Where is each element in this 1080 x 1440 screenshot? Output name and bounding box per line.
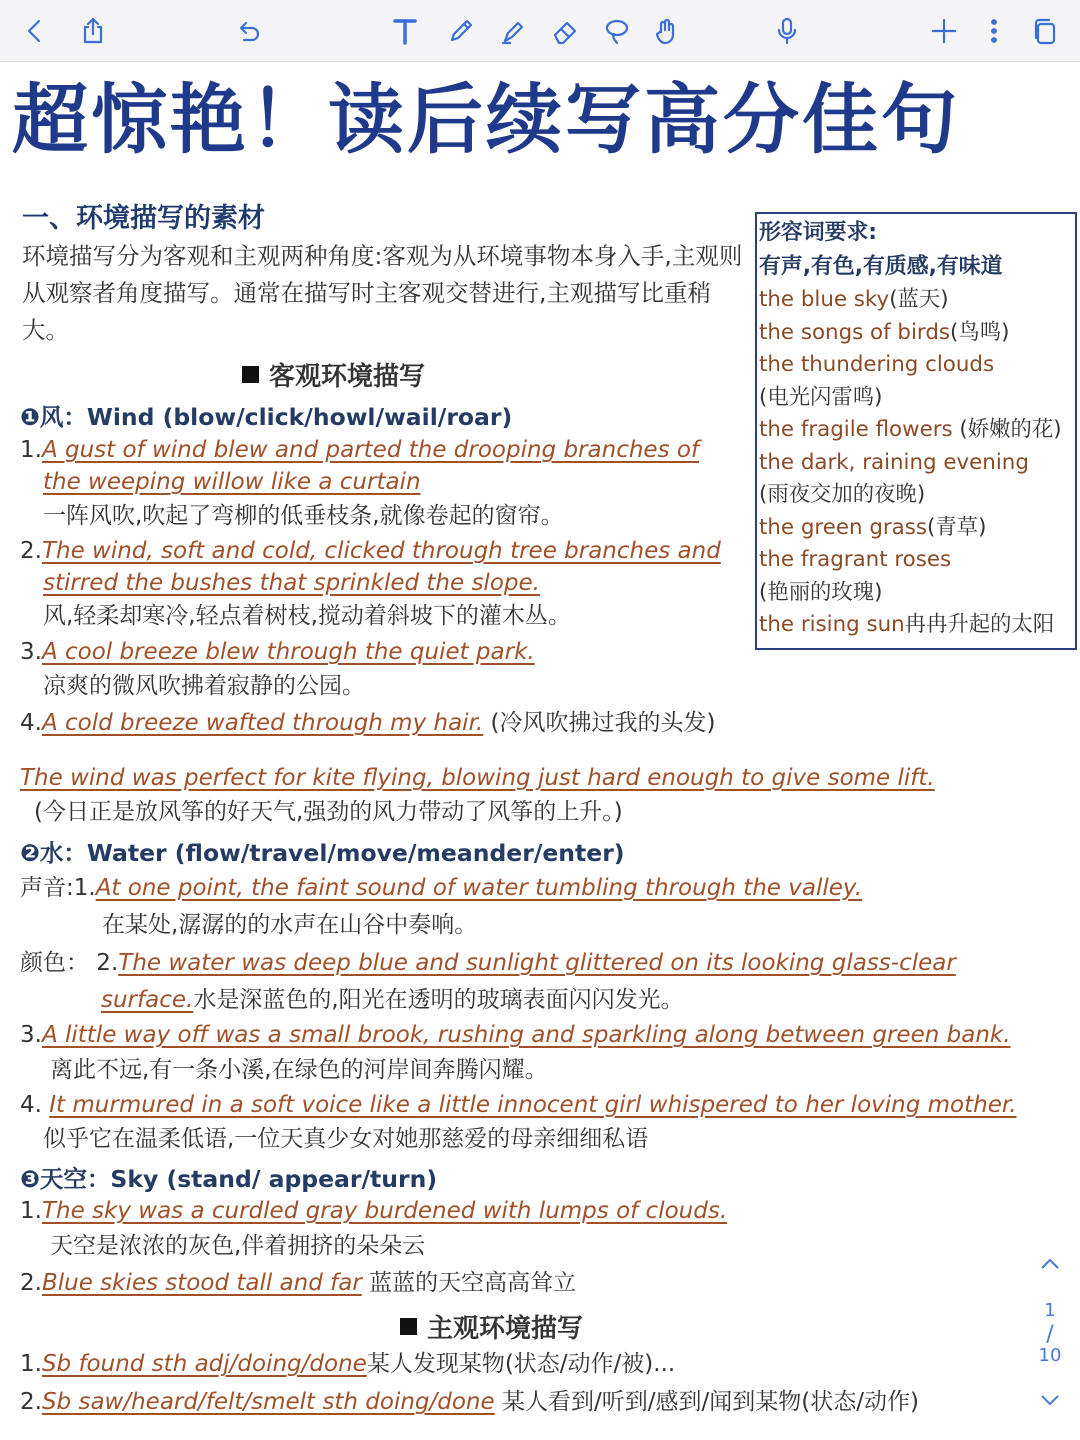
water-s2-line2 [101, 984, 684, 1016]
english-sentence: A gust of wind blew and parted the drooping branches of [41, 437, 700, 463]
box-heading: 形容词要求: [759, 220, 878, 245]
english-sentence: The sky was a curdled gray burdened with lumps of clouds. [41, 1198, 728, 1224]
water-s3-translation: 离此不远,有一条小溪,在绿色的河岸间奔腾闪耀。 [50, 1057, 548, 1083]
subjective-subheading [400, 1308, 583, 1345]
subjective-s2-line [20, 1386, 919, 1418]
chinese-translation: 蓝蓝的天空高高耸立 [361, 1270, 577, 1296]
pages-icon[interactable] [1026, 12, 1064, 50]
wind-heading: ❶风：Wind (blow/click/howl/wail/roar) [20, 403, 513, 431]
item-number: 2. [20, 1389, 42, 1415]
eraser-icon[interactable] [546, 12, 584, 50]
water-s4-line [20, 1089, 1017, 1121]
wind-s3-translation: 凉爽的微风吹拂着寂静的公园。 [43, 673, 365, 699]
english-sentence: the weeping willow like a curtain [43, 469, 421, 495]
wind-s5-translation: (今日正是放风筝的好天气,强劲的风力带动了风筝的上升。) [34, 799, 623, 825]
english-sentence: surface. [101, 987, 194, 1013]
english-sentence: Blue skies stood tall and far [41, 1270, 362, 1296]
section-intro: 环境描写分为客观和主观两种角度:客观为从环境事物本身入手,主观则从观察者角度描写。通常在描写时主客观交替进行,主观描写比重稍大。 [22, 242, 743, 344]
section-heading: 一、环境描写的素材 [22, 203, 265, 234]
chinese-translation: (冷风吹拂过我的头发) [483, 710, 716, 736]
item-number: 4. [20, 1092, 50, 1118]
back-icon[interactable] [16, 12, 54, 50]
english-sentence: The water was deep blue and sunlight glittered on its looking glass-clear [118, 950, 956, 976]
wind-s1-line2 [43, 466, 421, 498]
wind-s2-line1 [20, 535, 721, 567]
box-item: the thundering clouds [759, 352, 995, 377]
wind-s4-line [20, 707, 716, 739]
box-item: the fragrant roses [759, 547, 952, 572]
sky-s1-line [20, 1195, 727, 1227]
box-item: the songs of birds(鸟鸣) [759, 319, 1010, 345]
wind-s1-translation: 一阵风吹,吹起了弯柳的低垂枝条,就像卷起的窗帘。 [43, 503, 564, 529]
box-item: the blue sky(蓝天) [759, 287, 949, 312]
english-sentence: The wind, soft and cold, clicked through tree branches and [41, 538, 721, 564]
english-sentence: stirred the bushes that sprinkled the slope. [43, 570, 540, 596]
lasso-icon[interactable] [598, 12, 636, 50]
item-number: 1. [20, 1198, 42, 1224]
pen-icon[interactable] [442, 12, 480, 50]
page-indicator [1030, 1252, 1070, 1422]
square-bullet-icon [242, 366, 259, 383]
box-item: the rising sun冉冉升起的太阳 [759, 612, 1055, 637]
english-sentence: A cool breeze blew through the quiet park. [41, 639, 535, 665]
page-title: 超惊艳！读后续写高分佳句 [12, 75, 960, 164]
item-number: 2. [20, 538, 42, 564]
english-sentence: A little way off was a small brook, rushing and sparkling along between green bank. [41, 1022, 1011, 1048]
box-item: the dark, raining evening [759, 449, 1029, 475]
hand-icon[interactable] [648, 12, 686, 50]
wind-s2-translation: 风,轻柔却寒冷,轻点着树枝,搅动着斜坡下的灌木丛。 [43, 603, 571, 629]
objective-subheading [242, 356, 425, 393]
wind-s1-line1 [20, 434, 699, 466]
square-bullet-icon [400, 1318, 417, 1335]
water-s1-line [20, 872, 862, 904]
english-sentence: Sb saw/heard/felt/smelt sth doing/done [41, 1389, 495, 1415]
box-item: (电光闪雷鸣) [759, 384, 883, 410]
item-number: 1. [20, 437, 42, 463]
item-number: 2. [20, 1270, 42, 1296]
item-number: 声音:1. [20, 875, 96, 901]
box-subheading: 有声,有色,有质感,有味道 [759, 254, 1003, 279]
chevron-down-icon[interactable] [1038, 1388, 1062, 1412]
water-s3-line [20, 1019, 1011, 1051]
chinese-translation: 某人发现某物(状态/动作/被)... [366, 1351, 676, 1377]
english-sentence: Sb found sth adj/doing/done [41, 1351, 367, 1377]
box-item: the green grass(青草) [759, 514, 987, 540]
undo-icon[interactable] [230, 12, 268, 50]
text-tool-icon[interactable] [386, 12, 424, 50]
total-pages: 10 [1038, 1345, 1062, 1366]
more-icon[interactable] [975, 12, 1013, 50]
english-sentence: It murmured in a soft voice like a little innocent girl whispered to her loving mother. [49, 1092, 1017, 1118]
english-sentence: At one point, the faint sound of water tumbling through the valley. [95, 875, 863, 901]
mic-icon[interactable] [768, 12, 806, 50]
adjective-box [755, 212, 1077, 650]
water-s1-translation: 在某处,潺潺的的水声在山谷中奏响。 [102, 912, 478, 938]
subjective-s1-line [20, 1348, 675, 1380]
english-sentence: The wind was perfect for kite flying, blowing just hard enough to give some lift. [20, 765, 935, 791]
water-heading: ❷水：Water (flow/travel/move/meander/enter) [20, 839, 625, 867]
wind-s3-line [20, 636, 535, 668]
sky-s2-line [20, 1267, 576, 1299]
objective-label: 客观环境描写 [269, 362, 426, 392]
add-icon[interactable] [925, 12, 963, 50]
water-s4-translation: 似乎它在温柔低语,一位天真少女对她那慈爱的母亲细细私语 [43, 1126, 649, 1152]
item-number: 3. [20, 1022, 42, 1048]
page-separator: / [1046, 1322, 1054, 1347]
box-item: the fragile flowers (娇嫩的花) [759, 417, 1062, 442]
item-number: 颜色： 2. [20, 950, 119, 976]
chevron-up-icon[interactable] [1038, 1252, 1062, 1276]
share-icon[interactable] [74, 12, 112, 50]
wind-s5-line [20, 762, 935, 794]
sky-heading: ❸天空：Sky (stand/ appear/turn) [20, 1165, 438, 1193]
sky-s1-translation: 天空是浓浓的灰色,伴着拥挤的朵朵云 [50, 1233, 426, 1259]
chinese-translation: 某人看到/听到/感到/闻到某物(状态/动作) [494, 1389, 919, 1415]
chinese-translation: 水是深蓝色的,阳光在透明的玻璃表面闪闪发光。 [193, 987, 684, 1013]
current-page: 1 [1044, 1300, 1056, 1321]
water-s2-line1 [20, 947, 956, 979]
subjective-label: 主观环境描写 [427, 1314, 584, 1344]
box-item: (艳丽的玫瑰) [759, 579, 883, 605]
toolbar [0, 0, 1080, 62]
box-item: (雨夜交加的夜晚) [759, 482, 926, 507]
item-number: 4. [20, 710, 42, 736]
wind-s2-line2 [43, 567, 540, 599]
item-number: 1. [20, 1351, 42, 1377]
english-sentence: A cold breeze wafted through my hair. [41, 710, 484, 736]
item-number: 3. [20, 639, 42, 665]
highlighter-icon[interactable] [494, 12, 532, 50]
